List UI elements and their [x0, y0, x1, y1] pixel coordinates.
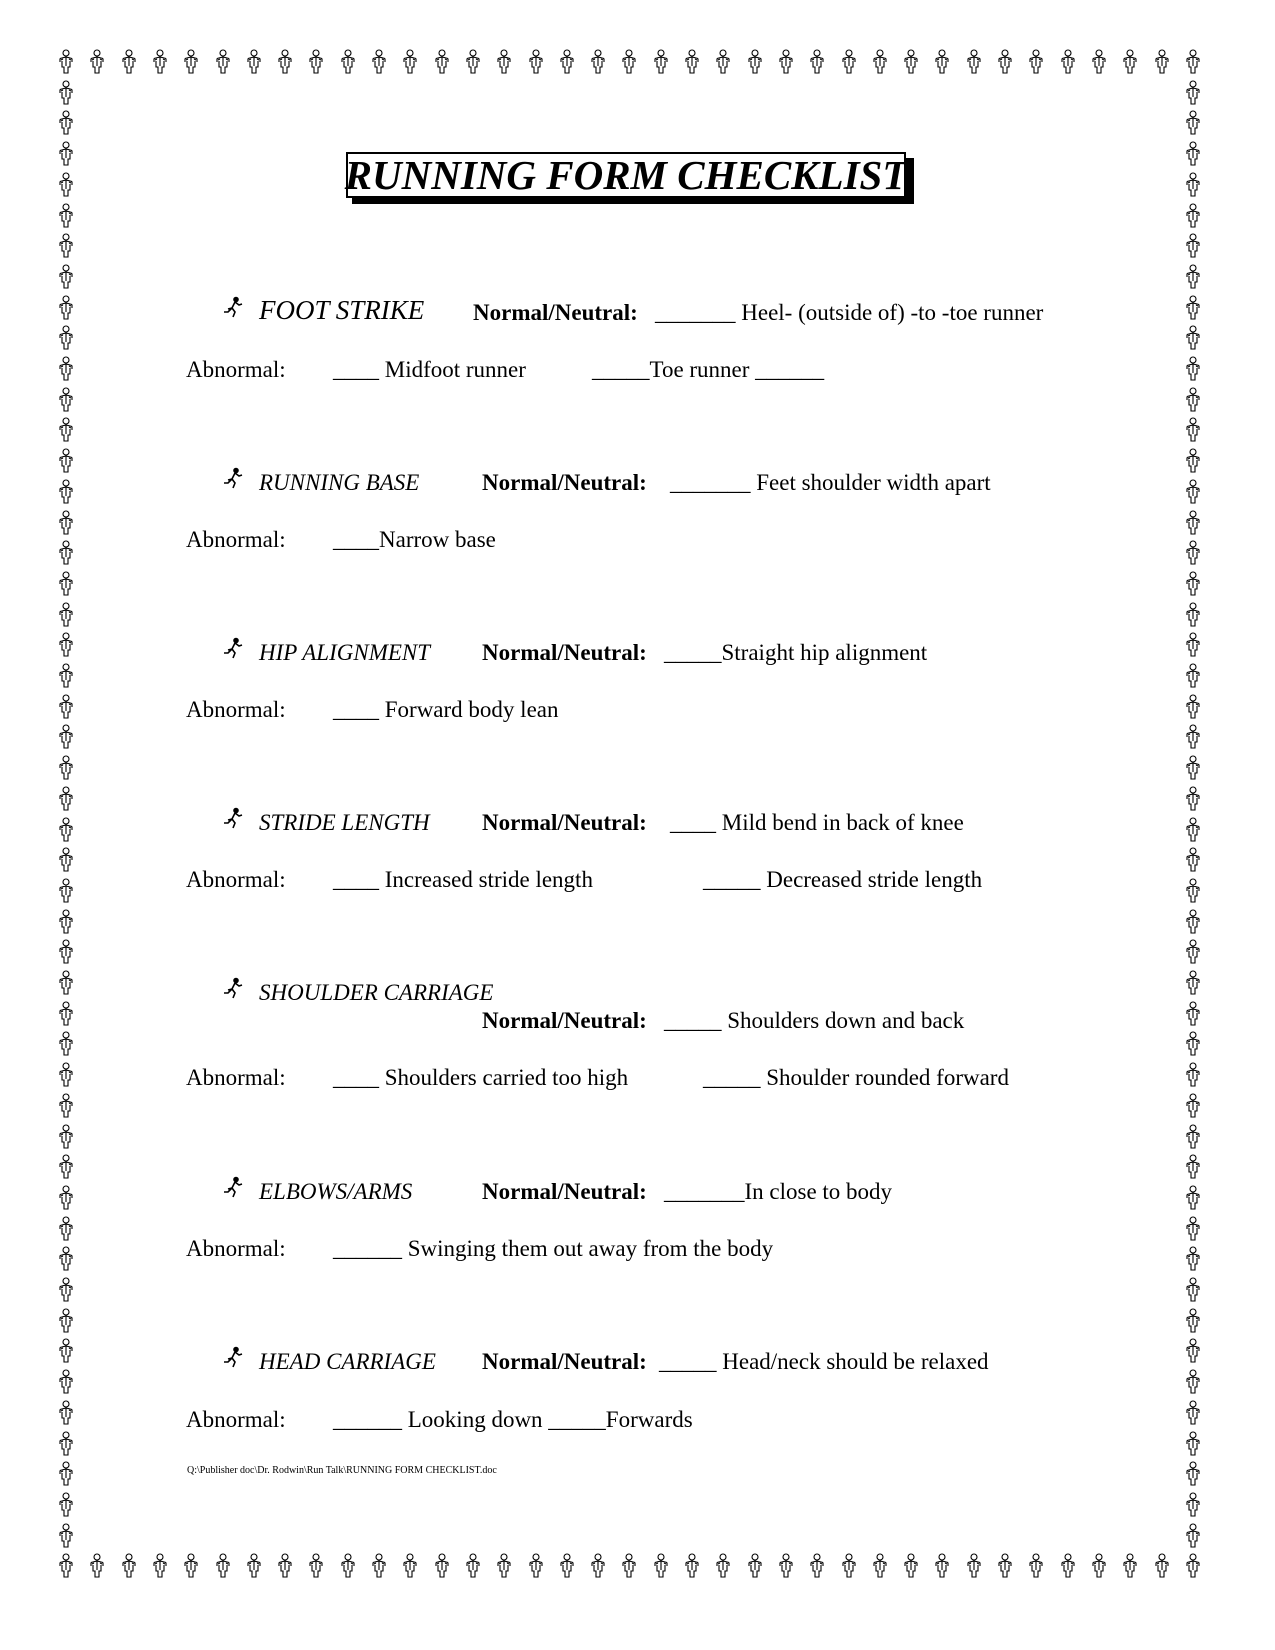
person-icon — [1184, 1031, 1202, 1057]
person-icon — [57, 1093, 75, 1119]
person-icon — [1184, 970, 1202, 996]
person-icon — [464, 49, 482, 75]
person-icon — [57, 1338, 75, 1364]
person-icon — [1184, 663, 1202, 689]
person-icon — [57, 325, 75, 351]
person-icon — [57, 479, 75, 505]
title-box — [346, 152, 916, 206]
person-icon — [57, 817, 75, 843]
person-icon — [620, 49, 638, 75]
person-icon — [1184, 1308, 1202, 1334]
person-icon — [57, 203, 75, 229]
person-icon — [120, 49, 138, 75]
person-icon — [777, 1553, 795, 1579]
person-icon — [120, 1553, 138, 1579]
person-icon — [527, 1553, 545, 1579]
person-icon — [1059, 1553, 1077, 1579]
abnormal-option: _____ Decreased stride length — [703, 867, 983, 892]
person-icon — [527, 49, 545, 75]
person-icon — [965, 1553, 983, 1579]
person-icon — [1184, 387, 1202, 413]
person-icon — [1184, 110, 1202, 136]
person-icon — [1184, 417, 1202, 443]
normal-label: Normal/Neutral: — [482, 810, 647, 835]
person-icon — [840, 1553, 858, 1579]
person-icon — [652, 49, 670, 75]
person-icon — [57, 448, 75, 474]
person-icon — [1184, 141, 1202, 167]
person-icon — [996, 1553, 1014, 1579]
person-icon — [57, 1154, 75, 1180]
person-icon — [1184, 264, 1202, 290]
person-icon — [714, 49, 732, 75]
abnormal-option: ____ Forward body lean — [333, 697, 559, 722]
person-icon — [339, 49, 357, 75]
person-icon — [57, 694, 75, 720]
person-icon — [1184, 80, 1202, 106]
person-icon — [1184, 1062, 1202, 1088]
person-icon — [1153, 49, 1171, 75]
person-icon — [245, 1553, 263, 1579]
section-category: HEAD CARRIAGE — [259, 1349, 436, 1374]
person-icon — [57, 1369, 75, 1395]
person-icon — [57, 1400, 75, 1426]
person-icon — [370, 1553, 388, 1579]
person-icon — [88, 49, 106, 75]
normal-label: Normal/Neutral: — [482, 470, 647, 495]
normal-label: Normal/Neutral: — [482, 640, 647, 665]
abnormal-option: ____ Midfoot runner — [333, 357, 526, 382]
person-icon — [1184, 632, 1202, 658]
person-icon — [307, 49, 325, 75]
normal-option: _____Straight hip alignment — [664, 640, 928, 665]
person-icon — [57, 1461, 75, 1487]
person-icon — [683, 1553, 701, 1579]
person-icon — [276, 1553, 294, 1579]
person-icon — [1184, 1523, 1202, 1549]
person-icon — [57, 540, 75, 566]
person-icon — [1184, 203, 1202, 229]
person-icon — [495, 1553, 513, 1579]
person-icon — [57, 724, 75, 750]
person-icon — [57, 172, 75, 198]
person-icon — [1184, 1001, 1202, 1027]
person-icon — [57, 909, 75, 935]
person-icon — [214, 49, 232, 75]
person-icon — [1184, 1093, 1202, 1119]
person-icon — [965, 49, 983, 75]
person-icon — [1184, 1338, 1202, 1364]
person-icon — [57, 1553, 75, 1579]
abnormal-label: Abnormal: — [186, 1236, 286, 1261]
person-icon — [808, 49, 826, 75]
person-icon — [589, 1553, 607, 1579]
runner-icon — [222, 296, 244, 318]
person-icon — [57, 1492, 75, 1518]
abnormal-option: ____ Shoulders carried too high — [333, 1065, 629, 1090]
person-icon — [57, 878, 75, 904]
normal-label: Normal/Neutral: — [482, 1008, 647, 1033]
person-icon — [57, 786, 75, 812]
person-icon — [1090, 1553, 1108, 1579]
person-icon — [57, 264, 75, 290]
person-icon — [1184, 510, 1202, 536]
person-icon — [57, 970, 75, 996]
person-icon — [433, 49, 451, 75]
person-icon — [1184, 571, 1202, 597]
abnormal-label: Abnormal: — [186, 527, 286, 552]
person-icon — [57, 49, 75, 75]
person-icon — [1184, 233, 1202, 259]
person-icon — [996, 49, 1014, 75]
person-icon — [57, 755, 75, 781]
person-icon — [151, 1553, 169, 1579]
person-icon — [57, 663, 75, 689]
person-icon — [1184, 1154, 1202, 1180]
person-icon — [57, 939, 75, 965]
person-icon — [1184, 1431, 1202, 1457]
person-icon — [182, 1553, 200, 1579]
person-icon — [57, 141, 75, 167]
person-icon — [933, 49, 951, 75]
person-icon — [57, 571, 75, 597]
person-icon — [1184, 1277, 1202, 1303]
person-icon — [57, 1124, 75, 1150]
runner-icon — [222, 1176, 244, 1198]
person-icon — [1184, 878, 1202, 904]
person-icon — [57, 1246, 75, 1272]
person-icon — [57, 110, 75, 136]
abnormal-label: Abnormal: — [186, 357, 286, 382]
person-icon — [57, 356, 75, 382]
abnormal-label: Abnormal: — [186, 1407, 286, 1432]
person-icon — [57, 1031, 75, 1057]
person-icon — [57, 387, 75, 413]
person-icon — [401, 49, 419, 75]
abnormal-option: ______ Swinging them out away from the body — [333, 1236, 774, 1261]
runner-icon — [222, 467, 244, 489]
person-icon — [1184, 755, 1202, 781]
person-icon — [57, 233, 75, 259]
person-icon — [1121, 1553, 1139, 1579]
person-icon — [495, 49, 513, 75]
page-title: RUNNING FORM CHECKLIST — [344, 152, 908, 198]
person-icon — [1184, 1461, 1202, 1487]
person-icon — [1184, 1185, 1202, 1211]
person-icon — [339, 1553, 357, 1579]
runner-icon — [222, 807, 244, 829]
person-icon — [1184, 356, 1202, 382]
person-icon — [902, 49, 920, 75]
person-icon — [1184, 295, 1202, 321]
abnormal-label: Abnormal: — [186, 867, 286, 892]
person-icon — [57, 632, 75, 658]
abnormal-option: _____Toe runner ______ — [592, 357, 825, 382]
person-icon — [1184, 325, 1202, 351]
abnormal-option: ______ Looking down _____Forwards — [333, 1407, 693, 1432]
section-category: RUNNING BASE — [259, 470, 420, 495]
person-icon — [1090, 49, 1108, 75]
person-icon — [214, 1553, 232, 1579]
person-icon — [57, 1277, 75, 1303]
person-icon — [1184, 1553, 1202, 1579]
person-icon — [1184, 1369, 1202, 1395]
person-icon — [57, 510, 75, 536]
person-icon — [871, 49, 889, 75]
person-icon — [902, 1553, 920, 1579]
abnormal-option: _____ Shoulder rounded forward — [703, 1065, 1009, 1090]
person-icon — [57, 847, 75, 873]
person-icon — [151, 49, 169, 75]
person-icon — [433, 1553, 451, 1579]
person-icon — [57, 602, 75, 628]
person-icon — [840, 49, 858, 75]
normal-label: Normal/Neutral: — [473, 300, 638, 325]
person-icon — [307, 1553, 325, 1579]
person-icon — [683, 49, 701, 75]
person-icon — [57, 80, 75, 106]
person-icon — [620, 1553, 638, 1579]
person-icon — [57, 295, 75, 321]
section-category: ELBOWS/ARMS — [259, 1179, 413, 1204]
person-icon — [464, 1553, 482, 1579]
person-icon — [57, 1431, 75, 1457]
person-icon — [1184, 1246, 1202, 1272]
person-icon — [401, 1553, 419, 1579]
normal-option: _______ Feet shoulder width apart — [670, 470, 991, 495]
person-icon — [1121, 49, 1139, 75]
abnormal-label: Abnormal: — [186, 697, 286, 722]
person-icon — [714, 1553, 732, 1579]
normal-option: ____ Mild bend in back of knee — [670, 810, 964, 835]
person-icon — [746, 49, 764, 75]
normal-option: _______In close to body — [664, 1179, 893, 1204]
person-icon — [808, 1553, 826, 1579]
person-icon — [1184, 1124, 1202, 1150]
person-icon — [1184, 694, 1202, 720]
person-icon — [1184, 1492, 1202, 1518]
person-icon — [589, 49, 607, 75]
person-icon — [1059, 49, 1077, 75]
person-icon — [1184, 1216, 1202, 1242]
abnormal-option: ____Narrow base — [333, 527, 496, 552]
person-icon — [245, 49, 263, 75]
section-category: STRIDE LENGTH — [259, 810, 430, 835]
person-icon — [1184, 479, 1202, 505]
normal-option: _____ Head/neck should be relaxed — [659, 1349, 989, 1374]
section-category: SHOULDER CARRIAGE — [259, 980, 494, 1005]
person-icon — [1184, 909, 1202, 935]
person-icon — [746, 1553, 764, 1579]
normal-option: _____ Shoulders down and back — [664, 1008, 965, 1033]
normal-label: Normal/Neutral: — [482, 1349, 647, 1374]
person-icon — [57, 1308, 75, 1334]
person-icon — [558, 49, 576, 75]
person-icon — [777, 49, 795, 75]
person-icon — [871, 1553, 889, 1579]
person-icon — [57, 1001, 75, 1027]
abnormal-option: ____ Increased stride length — [333, 867, 593, 892]
section-category: HIP ALIGNMENT — [259, 640, 431, 665]
runner-icon — [222, 1346, 244, 1368]
person-icon — [182, 49, 200, 75]
person-icon — [1184, 786, 1202, 812]
section-category: FOOT STRIKE — [259, 295, 425, 325]
person-icon — [370, 49, 388, 75]
person-icon — [1184, 540, 1202, 566]
normal-option: _______ Heel- (outside of) -to -toe runner — [655, 300, 1044, 325]
runner-icon — [222, 637, 244, 659]
person-icon — [88, 1553, 106, 1579]
person-icon — [1184, 1400, 1202, 1426]
person-icon — [1184, 448, 1202, 474]
person-icon — [1184, 939, 1202, 965]
person-icon — [1184, 172, 1202, 198]
person-icon — [1153, 1553, 1171, 1579]
person-icon — [1184, 49, 1202, 75]
person-icon — [1184, 847, 1202, 873]
normal-label: Normal/Neutral: — [482, 1179, 647, 1204]
abnormal-label: Abnormal: — [186, 1065, 286, 1090]
person-icon — [1027, 1553, 1045, 1579]
person-icon — [1184, 724, 1202, 750]
person-icon — [57, 1216, 75, 1242]
person-icon — [1184, 602, 1202, 628]
person-icon — [933, 1553, 951, 1579]
person-icon — [276, 49, 294, 75]
runner-icon — [222, 977, 244, 999]
person-icon — [1184, 817, 1202, 843]
person-icon — [57, 1523, 75, 1549]
person-icon — [57, 417, 75, 443]
person-icon — [558, 1553, 576, 1579]
person-icon — [57, 1185, 75, 1211]
person-icon — [652, 1553, 670, 1579]
file-path-footer: Q:\Publisher doc\Dr. Rodwin\Run Talk\RUNNING FORM CHECKLIST.doc — [187, 1465, 497, 1476]
person-icon — [57, 1062, 75, 1088]
person-icon — [1027, 49, 1045, 75]
